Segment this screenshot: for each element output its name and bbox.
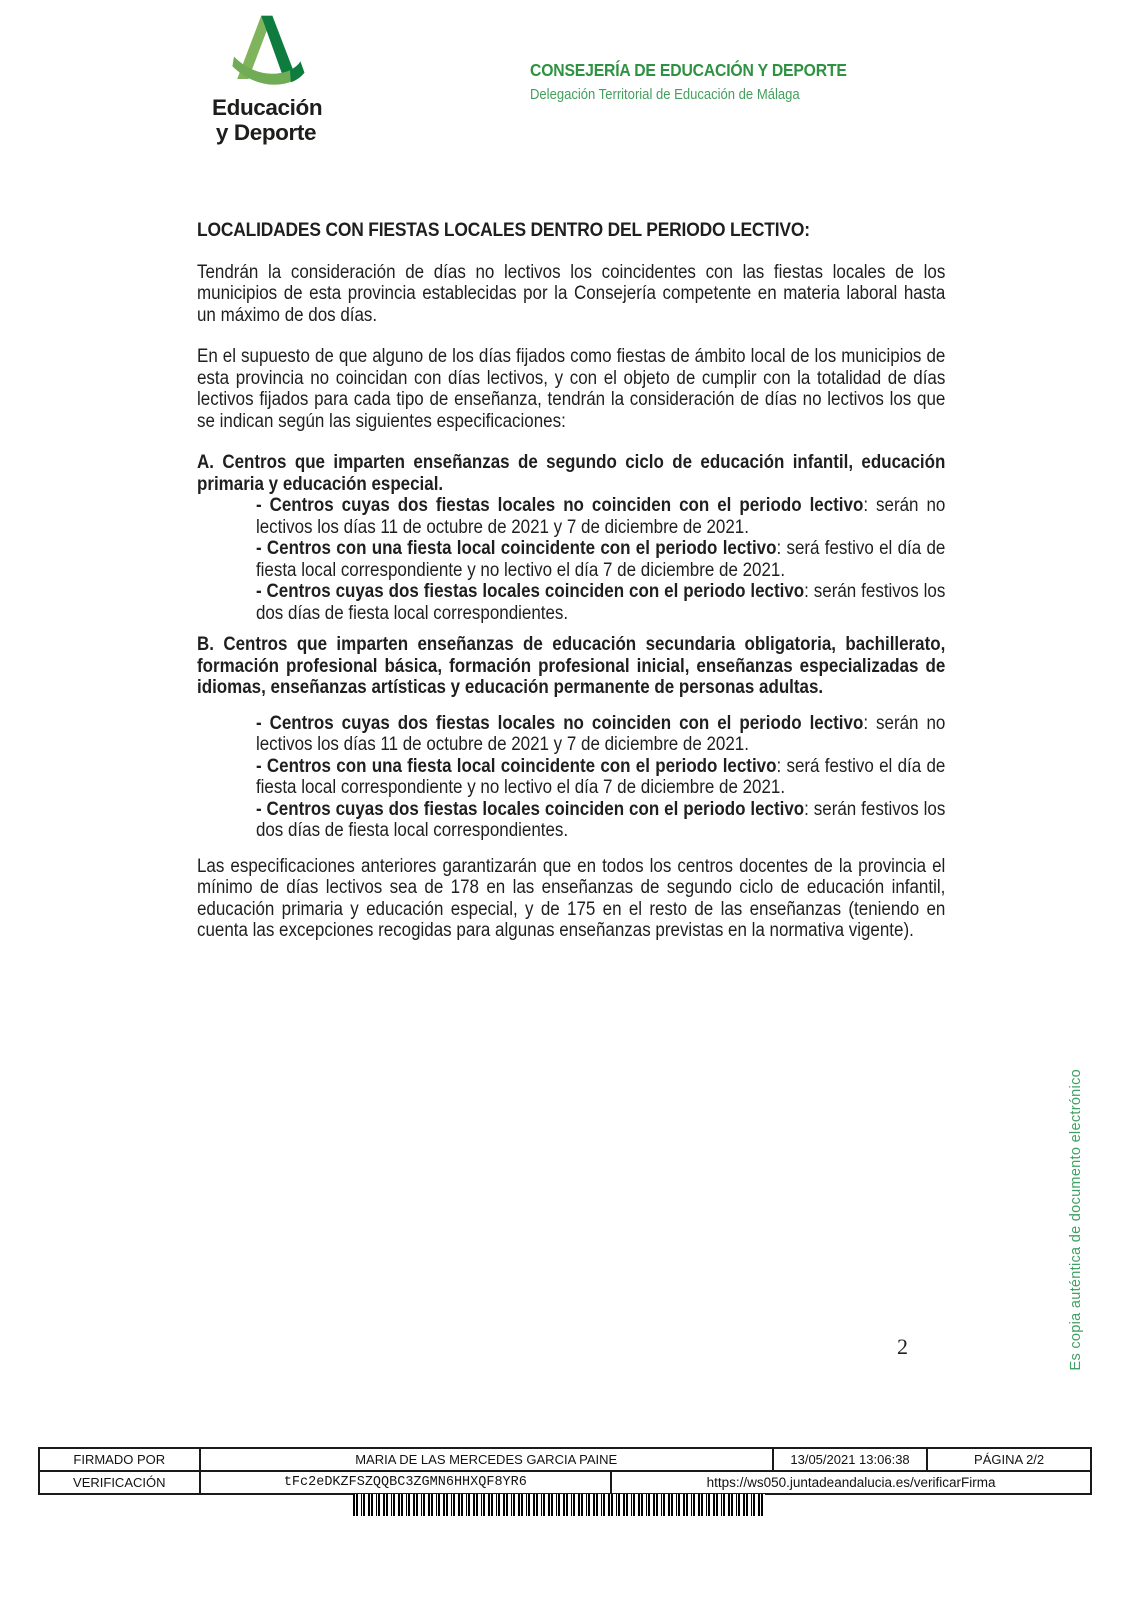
list-item-term: - Centros cuyas dos fiestas locales coinciden con el periodo lectivo — [255, 581, 805, 602]
junta-de-andalucia-logo — [212, 8, 323, 145]
signature-row — [40, 1449, 1090, 1470]
list-item-text: : será festivo el día de fiesta local correspondiente y no lectivo el día 7 de diciembre de 2021. — [255, 538, 946, 581]
list-item-term: - Centros con una fiesta local coincidente con el periodo lectivo — [255, 538, 777, 559]
logo-text-line2: y Deporte — [215, 120, 317, 145]
firmado-por-label: FIRMADO POR — [73, 1452, 166, 1467]
document-title: LOCALIDADES CON FIESTAS LOCALES DENTRO DEL PERIODO LECTIVO: — [197, 219, 810, 241]
verification-code: tFc2eDKZFSZQQBC3ZGMN6HHXQF8YR6 — [199, 1472, 611, 1493]
list-item — [197, 581, 945, 624]
list-item — [197, 756, 945, 799]
barcode — [353, 1494, 765, 1516]
consejeria-title: CONSEJERÍA DE EDUCACIÓN Y DEPORTE — [530, 60, 847, 80]
list-item-term: - Centros cuyas dos fiestas locales coinciden con el periodo lectivo — [255, 798, 805, 820]
section-a-heading: A. Centros que imparten enseñanzas de segundo ciclo de educación infantil, educación primaria y educación especial. — [197, 452, 946, 495]
signer-name: MARIA DE LAS MERCEDES GARCIA PAINE — [199, 1449, 772, 1470]
verification-url-link[interactable]: https://ws050.juntadeandalucia.es/verificarFirma — [610, 1472, 1090, 1493]
paragraph-intro: Tendrán la consideración de días no lectivos los coincidentes con las fiestas locales de los municipios de esta provincia establecidas por la Consejería competente en materia laboral hasta un máximo de dos días. — [197, 261, 946, 326]
list-item — [197, 799, 945, 842]
list-item-term: - Centros cuyas dos fiestas locales no coinciden con el periodo lectivo — [255, 712, 864, 734]
section-b-heading: B. Centros que imparten enseñanzas de educación secundaria obligatoria, bachillerato, formación profesional básica, formación profesional inicial, enseñanzas especializadas de idiomas, enseñanzas artísticas y educación permanente de personas adultas. — [197, 634, 946, 698]
authenticity-note: Es copia auténtica de documento electrónico — [1068, 1068, 1084, 1370]
signature-datetime: 13/05/2021 13:06:38 — [772, 1449, 926, 1470]
list-item-text: : será festivo el día de fiesta local correspondiente y no lectivo el día 7 de diciembre de 2021. — [255, 755, 946, 798]
list-item-text: : serán festivos los dos días de fiesta local correspondientes. — [255, 581, 946, 624]
delegacion-subtitle: Delegación Territorial de Educación de Málaga — [530, 87, 800, 103]
page-number: 2 — [897, 1334, 908, 1359]
paragraph-supuesto: En el supuesto de que alguno de los días fijados como fiestas de ámbito local de los municipios de esta provincia no coincidan con días lectivos, y con el objeto de cumplir con la totalidad de días lectivos fijados para cada tipo de enseñanza, tendrán la consideración de días no lectivos los que se indican según las siguientes especificaciones: — [197, 346, 946, 432]
verificacion-label: VERIFICACIÓN — [73, 1475, 166, 1490]
list-item-text: : serán no lectivos los días 11 de octubre de 2021 y 7 de diciembre de 2021. — [255, 712, 946, 755]
list-item — [197, 713, 945, 756]
logo-text-line1: Educación — [212, 95, 323, 120]
list-item-text: : serán festivos los dos días de fiesta local correspondientes. — [255, 798, 946, 841]
document-body — [197, 220, 945, 942]
junta-a-icon — [226, 8, 306, 94]
list-item — [197, 538, 945, 581]
paragraph-closing: Las especificaciones anteriores garantizarán que en todos los centros docentes de la provincia el mínimo de días lectivos sea de 178 en las enseñanzas de segundo ciclo de educación infantil, educación primaria y educación especial, y de 175 en el resto de las enseñanzas (teniendo en cuenta las excepciones recogidas para algunas enseñanzas previstas en la normativa vigente). — [197, 855, 946, 941]
page-indicator: PÁGINA 2/2 — [926, 1449, 1090, 1470]
list-item-term: - Centros con una fiesta local coincidente con el periodo lectivo — [255, 755, 777, 777]
verification-row — [40, 1470, 1090, 1493]
list-item — [197, 495, 945, 538]
list-item-text: : serán no lectivos los días 11 de octubre de 2021 y 7 de diciembre de 2021. — [255, 495, 946, 538]
header-organization — [530, 60, 847, 103]
signature-table — [38, 1447, 1092, 1495]
section-a-list — [197, 495, 945, 624]
list-item-term: - Centros cuyas dos fiestas locales no coinciden con el periodo lectivo — [255, 495, 864, 516]
section-b-list — [197, 713, 945, 842]
